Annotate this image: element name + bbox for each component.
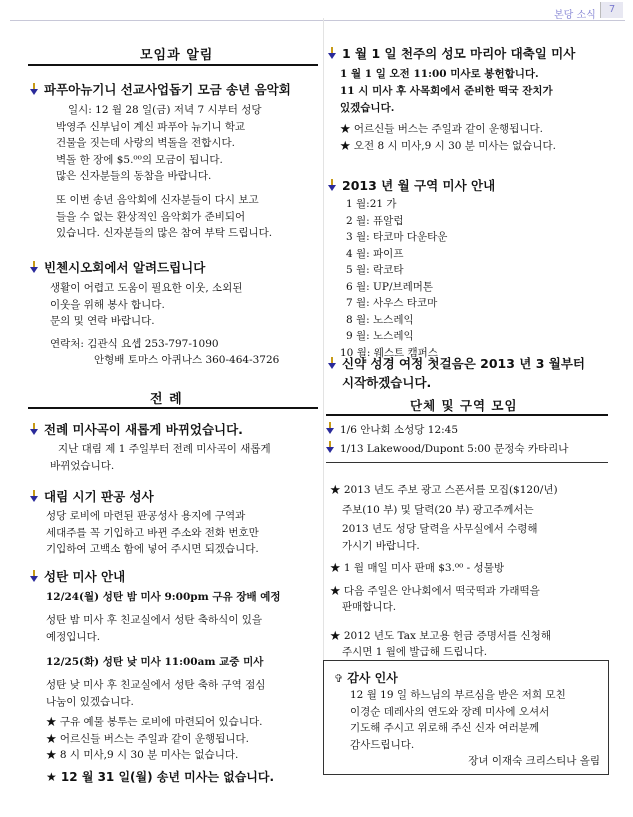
thanks-signature: 장녀 이재숙 크리스티나 올림	[468, 755, 600, 767]
list-item: 5 월: 락코타	[346, 264, 404, 276]
title-rule	[28, 407, 318, 409]
hymns-body: 지난 대림 제 1 주일부터 전례 미사곡이 새롭게 바뀌었습니다.	[50, 443, 271, 472]
groups-rule	[326, 462, 608, 463]
list-item: 9 월: 노스레익	[346, 330, 414, 342]
advent-body: 성당 로비에 마련된 판공성사 용지에 구역과 세대주를 꼭 기입하고 바뀐 주소와 전화 번호만 기입하여 고백소 함에 넣어 주시면 되겠습니다.	[46, 510, 259, 555]
bullet-icon	[30, 570, 38, 582]
list-item: 2 월: 퓨알럽	[346, 214, 404, 227]
christmas-eve-body: 성탄 밤 미사 후 친교실에서 성탄 축하식이 있을 예정입니다.	[46, 614, 263, 643]
papua-body-2: 또 이번 송년 음악회에 신자분들이 다시 보고 들을 수 없는 환상적인 음악회가 준비되어 있습니다. 신자분들의 많은 참여 부탁 드립니다.	[56, 194, 273, 239]
bullet-icon	[30, 490, 38, 502]
heading-district-masses: 2013 년 월 구역 미사 안내	[328, 176, 495, 194]
district-list	[340, 196, 448, 361]
thanks-box	[323, 660, 609, 775]
section-label: 본당 소식	[554, 10, 596, 21]
bullet-icon	[30, 261, 38, 273]
section-title-groups: 단체 및 구역 모임	[410, 398, 518, 413]
section-title-meetings: 모임과 알림	[140, 48, 214, 63]
heading-new-hymns: 전례 미사곡이 새롭게 바뀌었습니다.	[30, 420, 243, 438]
list-item: 7 월: 사우스 타코마	[346, 297, 438, 309]
header-rule	[10, 20, 625, 21]
heading-thanks: ✞ 감사 인사	[334, 671, 398, 685]
cross-icon: ✞	[334, 672, 344, 685]
list-item: 3 월: 타코마 다운타운	[346, 231, 448, 243]
bullet-icon	[326, 422, 334, 434]
page-number: 7	[600, 2, 623, 18]
list-item: 1 월:21 가	[346, 198, 397, 210]
list-item: 10 월: 웨스트 캠퍼스	[340, 346, 438, 359]
list-item: 1/6 안나회 소성당 12:45	[326, 422, 568, 439]
no-new-year-eve-mass: ★ 12 월 31 일(월) 송년 미사는 없습니다.	[46, 770, 275, 784]
notices: ★ 2013 년도 주보 광고 스폰서를 모집($120/년) 주보(10 부) 및 달력(20 부) 광고주께서는 2013 년도 성당 달력을 사무실에서 수령해 가시기 바랍니다. ★ 1 월 매일 미사 판매 $3.⁰⁰ - 성물방 ★ 다음 주일은 안나회에서 떡국떡과 가래떡을 판매합니다. ★ 2012 년도 Tax 보고용 헌금 증명서를 신청해 주시면 1 월에 발급해 드립니다.	[330, 484, 558, 658]
heading-mary-solemnity: 1 월 1 일 천주의 성모 마리아 대축일 미사	[328, 44, 575, 62]
column-divider	[323, 18, 324, 758]
heading-papua-concert: 파푸아뉴기니 선교사업돕기 모금 송년 음악회	[30, 80, 291, 98]
bible-journey-line2: 시작하겠습니다.	[342, 375, 432, 390]
heading-vincent-society: 빈첸시오회에서 알려드립니다	[30, 258, 205, 276]
bullet-icon	[30, 83, 38, 95]
papua-body: 일시: 12 월 28 일(금) 저녁 7 시부터 성당 박영주 신부님이 계신 파푸아 뉴기니 학교 건물을 짓는데 사랑의 벽돌을 전합시다. 벽돌 한 장에 $5.⁰⁰의 모금이 됩니다. 많은 신자분들의 동참을 바랍니다.	[56, 104, 262, 182]
heading-bible-journey: 신약 성경 여정 첫걸음은 2013 년 3 월부터	[328, 354, 585, 372]
section-title-liturgy: 전 례	[150, 392, 183, 407]
christmas-eve-title: 12/24(월) 성탄 밤 미사 9:00pm 구유 장배 예정	[46, 591, 281, 603]
group-list	[326, 422, 568, 457]
heading-advent-confession: 대림 시기 판공 성사	[30, 487, 154, 505]
list-item: 8 월: 노스레익	[346, 313, 414, 326]
mary-body: 1 월 1 일 오전 11:00 미사로 봉헌합니다. 11 시 미사 후 사목회에서 준비한 떡국 잔치가 있겠습니다. ★ 어르신들 버스는 주일과 같이 운행됩니다. ★ 오전 8 시 미사,9 시 30 분 미사는 없습니다.	[340, 68, 556, 152]
christmas-day-title: 12/25(화) 성탄 낮 미사 11:00am 교중 미사	[46, 656, 264, 668]
bullet-icon	[328, 357, 336, 369]
list-item: 6 월: UP/브레머톤	[346, 280, 434, 293]
bullet-icon	[326, 441, 334, 453]
vincent-body: 생활이 어렵고 도움이 필요한 이웃, 소외된 이웃을 위해 봉사 합니다. 문의 및 연락 바랍니다. 연락처: 김관식 요셉 253-797-1090 안형배 토마스 아퀴나스 360-464-3726	[50, 282, 280, 366]
bullet-icon	[30, 423, 38, 435]
christmas-day-body: 성탄 낮 미사 후 친교실에서 성탄 축하 구역 점심 나눔이 있겠습니다.	[46, 679, 266, 708]
title-rule	[28, 64, 318, 66]
bullet-icon	[328, 47, 336, 59]
list-item: 4 월: 파이프	[346, 247, 404, 260]
bullet-icon	[328, 179, 336, 191]
christmas-notes: ★ 구유 예물 봉투는 로비에 마련되어 있습니다. ★ 어르신들 버스는 주일과 같이 운행됩니다. ★ 8 시 미사,9 시 30 분 미사는 없습니다.	[46, 716, 263, 761]
list-item: 1/13 Lakewood/Dupont 5:00 문정숙 카타리나	[326, 441, 568, 458]
title-rule	[326, 414, 608, 416]
thanks-body: 12 월 19 일 하느님의 부르심을 받은 저희 모친 이경순 데레사의 연도와 장례 미사에 오셔서 기도해 주시고 위로해 주신 신자 여러분께 감사드립니다.	[350, 689, 566, 751]
heading-christmas-mass: 성탄 미사 안내	[30, 567, 125, 585]
